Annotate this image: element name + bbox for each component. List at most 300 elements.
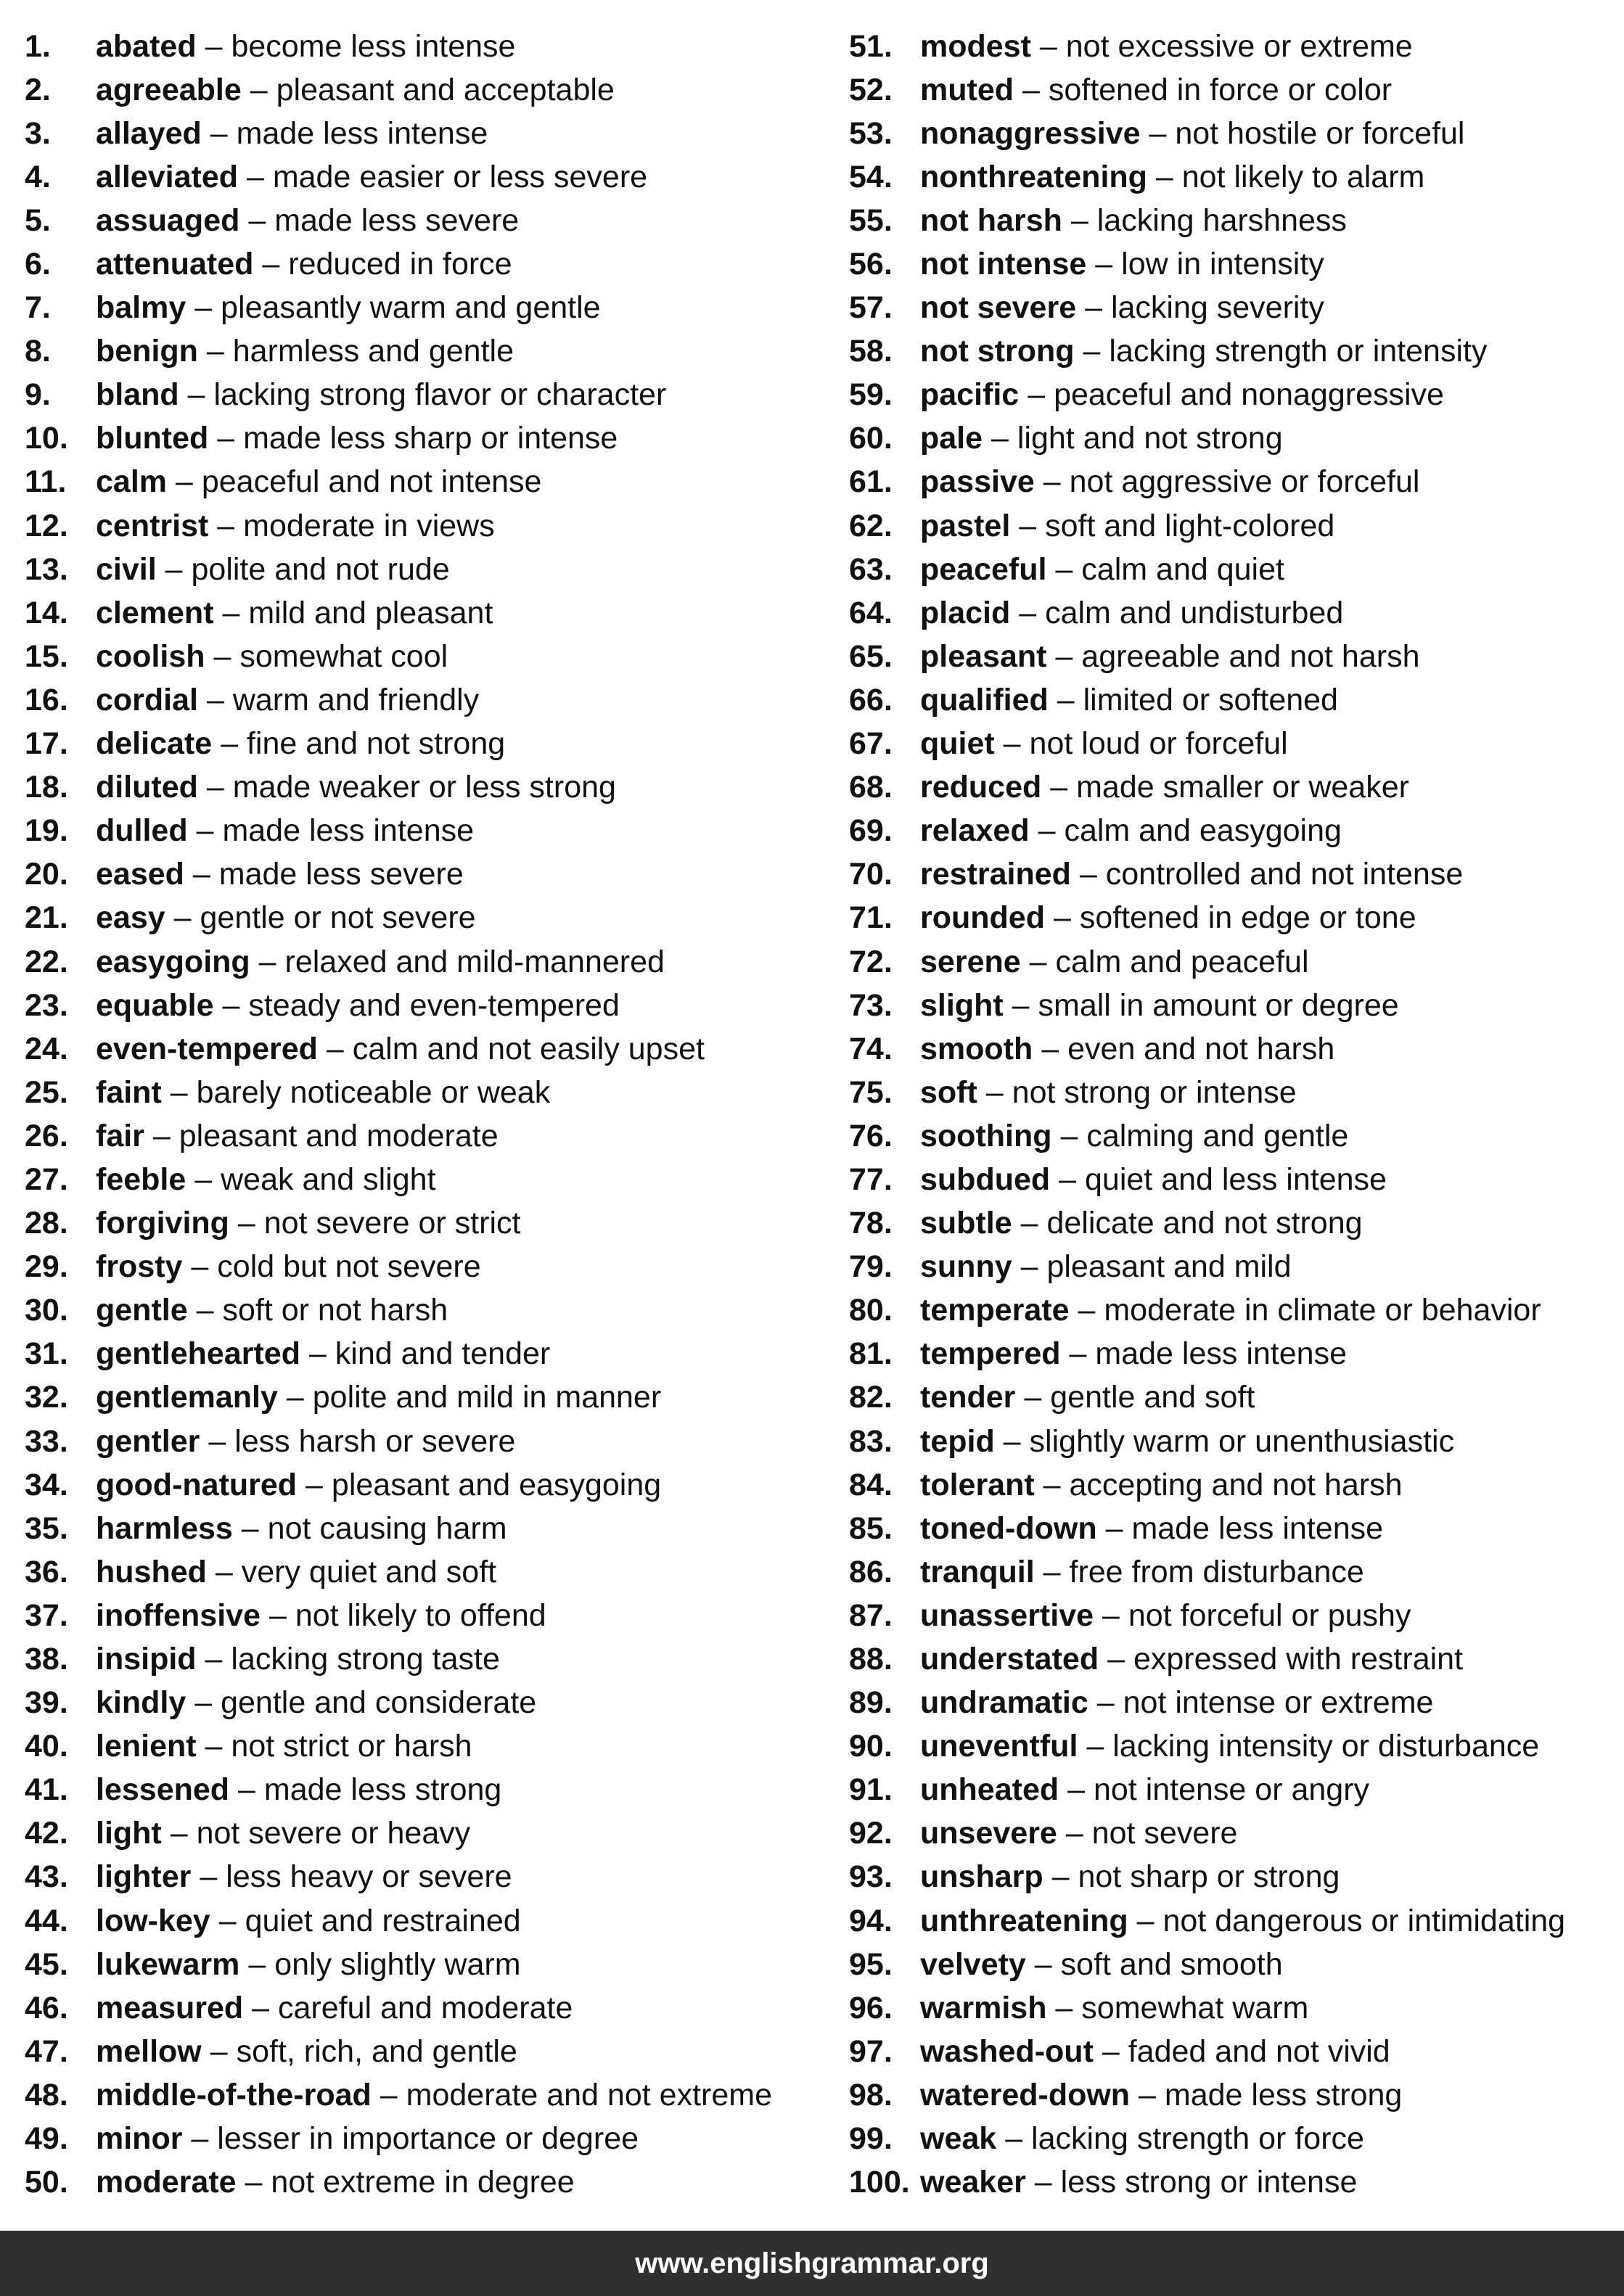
item-word: relaxed [920,813,1030,849]
item-definition: made less severe [218,857,464,892]
item-word: faint [96,1074,162,1110]
item-number: 2. [25,72,51,107]
item-number: 13. [25,551,68,587]
item-separator: – [237,1206,255,1241]
item-separator: – [326,1031,344,1066]
item-text [920,728,1288,760]
item-text [96,249,512,280]
list-item [25,1027,823,1071]
item-definition: made weaker or less strong [232,770,616,805]
item-separator: – [165,551,183,587]
item-word: agreeable [96,72,242,107]
item-word: pale [920,421,983,456]
item-definition: not dangerous or intimidating [1162,1903,1566,1938]
item-definition: gentle and considerate [221,1685,537,1721]
list-item [25,897,823,940]
item-definition: pleasant and moderate [179,1118,499,1153]
item-number: 31. [25,1336,68,1372]
list-item [849,1550,1624,1594]
item-number: 19. [25,813,68,849]
list-item [25,1943,823,1986]
list-item [849,25,1624,68]
item-text [920,1774,1369,1806]
item-text [920,1644,1463,1675]
item-separator: – [1102,2033,1120,2069]
item-text [96,682,480,717]
item-text [920,336,1487,367]
item-text [96,1338,550,1370]
item-number: 10. [25,421,68,456]
item-definition: lacking intensity or disturbance [1112,1729,1540,1764]
list-item [25,635,823,678]
item-text [96,28,516,64]
item-number: 8. [25,334,51,369]
item-separator: – [210,115,228,151]
item-definition: not aggressive or forceful [1069,464,1420,500]
item-word: unthreatening [920,1903,1128,1938]
item-word: washed-out [920,2033,1094,2069]
item-number: 65. [849,638,893,674]
footer-website-link[interactable]: www.englishgrammar.org [635,2247,989,2279]
item-separator: – [222,595,240,630]
item-definition: relaxed and mild-mannered [284,944,665,979]
item-text [920,1861,1340,1893]
item-word: kindly [96,1685,186,1721]
item-word: coolish [96,638,205,674]
list-item [849,1158,1624,1201]
list-item [849,678,1624,722]
item-number: 55. [849,202,893,238]
item-text [96,2077,772,2112]
item-number: 6. [25,247,51,282]
item-word: lighter [96,1859,192,1895]
item-text [920,1161,1387,1197]
list-item [25,1682,823,1725]
item-separator: – [196,1293,214,1328]
item-number: 71. [849,900,893,936]
item-word: not intense [920,247,1087,282]
item-definition: peaceful and not intense [201,464,542,500]
item-word: blunted [96,421,209,456]
item-text [920,902,1416,934]
item-number: 87. [849,1597,893,1633]
item-number: 92. [849,1816,893,1851]
item-number: 97. [849,2033,893,2069]
item-text [920,1554,1364,1589]
list-item [25,287,823,330]
item-text [96,1467,662,1502]
item-text [920,682,1338,717]
item-separator: – [194,1161,213,1197]
item-separator: – [1020,1249,1038,1285]
item-word: low-key [96,1903,210,1938]
item-word: not severe [920,290,1077,326]
item-separator: – [1038,813,1056,849]
item-separator: – [194,290,213,326]
item-definition: moderate in views [243,508,495,543]
item-text [920,772,1409,803]
item-text [96,2167,575,2198]
item-word: feeble [96,1161,186,1197]
item-separator: – [985,1074,1004,1110]
item-word: even-tempered [96,1031,318,1066]
list-item [25,1769,823,1812]
item-separator: – [221,726,239,762]
item-word: weaker [920,2165,1026,2200]
item-separator: – [217,421,235,456]
item-text [96,551,450,587]
item-number: 81. [849,1336,893,1372]
item-word: unheated [920,1772,1059,1808]
item-text [920,2077,1403,2112]
list-item [25,1463,823,1507]
item-number: 67. [849,726,893,762]
item-word: passive [920,464,1035,500]
item-word: tranquil [920,1554,1035,1589]
item-word: hushed [96,1554,207,1589]
list-item [849,330,1624,374]
item-word: good-natured [96,1467,298,1502]
item-number: 24. [25,1031,68,1066]
item-separator: – [215,1554,233,1589]
list-item [849,112,1624,155]
item-number: 94. [849,1903,893,1938]
item-separator: – [258,944,276,979]
item-number: 74. [849,1031,893,1066]
item-number: 99. [849,2121,893,2157]
item-definition: calming and gentle [1086,1118,1349,1153]
item-text [96,292,601,324]
item-word: understated [920,1642,1099,1677]
list-item [25,504,823,548]
item-word: unsharp [920,1859,1043,1895]
item-text [920,551,1284,587]
item-number: 26. [25,1118,68,1153]
item-separator: – [1107,1642,1125,1677]
item-text [920,159,1425,194]
list-item [849,591,1624,635]
list-item [849,504,1624,548]
item-word: equable [96,987,214,1023]
item-separator: – [1079,857,1097,892]
item-text [920,1731,1539,1762]
item-definition: quiet and less intense [1085,1161,1387,1197]
item-separator: – [252,1990,270,2025]
item-number: 100. [849,2165,910,2200]
item-separator: – [1155,159,1173,194]
item-word: benign [96,334,198,369]
item-definition: accepting and not harsh [1069,1467,1403,1502]
item-definition: low in intensity [1121,247,1324,282]
list-item [849,1594,1624,1637]
item-word: warmish [920,1990,1047,2025]
item-word: sunny [920,1249,1012,1285]
list-item [25,1725,823,1769]
item-definition: not loud or forceful [1029,726,1288,762]
item-word: measured [96,1990,244,2025]
item-separator: – [1024,1380,1042,1415]
item-word: pleasant [920,638,1047,674]
list-item [25,853,823,897]
item-definition: not severe or heavy [196,1816,471,1851]
item-definition: made less intense [222,813,475,849]
item-word: slight [920,987,1004,1023]
item-word: smooth [920,1031,1033,1066]
list-item [849,853,1624,897]
item-text [96,379,666,411]
item-separator: – [1029,944,1047,979]
item-definition: slightly warm or unenthusiastic [1029,1423,1455,1459]
item-word: alleviated [96,159,238,194]
item-number: 89. [849,1685,893,1721]
item-separator: – [170,1074,188,1110]
item-separator: – [1060,1118,1078,1153]
item-separator: – [250,72,268,107]
item-definition: gentle or not severe [200,900,476,936]
item-definition: not extreme in degree [271,2165,575,2200]
item-text [920,466,1419,498]
item-text [96,638,448,674]
item-text [96,1208,520,1239]
item-number: 85. [849,1510,893,1546]
item-word: civil [96,551,157,587]
item-number: 83. [849,1423,893,1459]
item-word: toned-down [920,1510,1097,1546]
item-text [96,1510,507,1546]
item-definition: quiet and restrained [245,1903,521,1938]
item-text [96,859,464,890]
item-definition: even and not harsh [1067,1031,1335,1066]
list-item [849,155,1624,199]
item-separator: – [1003,1423,1021,1459]
item-word: clement [96,595,214,630]
list-item [849,1725,1624,1769]
item-separator: – [206,682,224,717]
item-definition: not severe or strict [263,1206,521,1241]
list-item [849,897,1624,940]
item-text [920,2123,1364,2155]
item-number: 12. [25,508,68,543]
list-item [849,417,1624,461]
item-text [96,1644,500,1675]
item-number: 15. [25,638,68,674]
item-definition: very quiet and soft [241,1554,497,1589]
item-separator: – [1041,1031,1059,1066]
item-number: 96. [849,1990,893,2025]
item-text [96,1597,546,1633]
item-number: 48. [25,2077,68,2112]
item-definition: made less intense [1131,1510,1384,1546]
list-item [25,1899,823,1943]
item-number: 54. [849,159,893,194]
item-separator: – [308,1336,327,1372]
item-definition: light and not strong [1017,421,1283,456]
item-definition: lacking harshness [1096,202,1347,238]
item-word: easygoing [96,944,250,979]
item-text [920,423,1283,454]
item-separator: – [210,2033,228,2069]
list-item [849,1856,1624,1899]
list-item [849,2073,1624,2117]
list-item [25,112,823,155]
item-number: 22. [25,944,68,979]
item-word: eased [96,857,184,892]
item-separator: – [1020,1206,1038,1241]
item-word: not harsh [920,202,1062,238]
item-definition: moderate in climate or behavior [1104,1293,1541,1328]
item-number: 16. [25,682,68,717]
item-number: 78. [849,1206,893,1241]
item-separator: – [175,464,193,500]
item-definition: made smaller or weaker [1076,770,1409,805]
list-item [849,635,1624,678]
list-item [849,1114,1624,1158]
item-definition: pleasant and acceptable [276,72,615,107]
item-number: 25. [25,1074,68,1110]
item-number: 27. [25,1161,68,1197]
item-definition: not likely to alarm [1181,159,1425,194]
item-separator: – [1051,1859,1070,1895]
item-number: 37. [25,1597,68,1633]
item-definition: pleasantly warm and gentle [221,290,601,326]
item-definition: lacking strength or force [1031,2121,1364,2157]
item-definition: soft or not harsh [222,1293,448,1328]
item-separator: – [1086,1729,1104,1764]
item-text [920,1251,1292,1283]
item-definition: become less intense [231,28,516,64]
item-word: placid [920,595,1011,630]
item-number: 63. [849,551,893,587]
item-separator: – [1039,28,1057,64]
item-definition: somewhat cool [239,638,448,674]
item-number: 11. [25,464,67,500]
list-item [849,1899,1624,1943]
item-number: 43. [25,1859,68,1895]
item-separator: – [152,1118,171,1153]
item-separator: – [1028,377,1046,413]
list-item [25,25,823,68]
item-text [920,28,1413,64]
item-number: 40. [25,1729,68,1764]
item-number: 77. [849,1161,893,1197]
item-definition: lacking strong flavor or character [213,377,667,413]
item-text [920,1074,1297,1110]
item-text [96,815,474,847]
item-word: inoffensive [96,1597,261,1633]
item-text [96,1818,470,1849]
item-definition: not hostile or forceful [1175,115,1465,151]
item-number: 36. [25,1554,68,1589]
item-definition: calm and peaceful [1055,944,1309,979]
item-separator: – [286,1380,304,1415]
item-definition: less heavy or severe [226,1859,512,1895]
item-word: centrist [96,508,209,543]
list-item [25,810,823,853]
item-number: 45. [25,1946,68,1982]
item-word: muted [920,72,1014,107]
item-definition: made less intense [236,115,488,151]
item-number: 32. [25,1380,68,1415]
item-definition: made easier or less severe [272,159,648,194]
list-item [25,1114,823,1158]
item-definition: somewhat warm [1081,1990,1309,2025]
item-word: assuaged [96,202,240,238]
list-item [849,1812,1624,1856]
item-text [96,1861,512,1893]
item-word: uneventful [920,1729,1078,1764]
item-number: 14. [25,595,68,630]
item-word: modest [920,28,1031,64]
item-definition: cold but not severe [217,1249,481,1285]
list-item [25,1420,823,1463]
item-definition: pleasant and mild [1046,1249,1292,1285]
item-word: velvety [920,1946,1026,1982]
list-item [849,940,1624,984]
item-definition: mild and pleasant [248,595,493,630]
item-text [96,1903,521,1938]
item-number: 1. [25,28,51,64]
item-number: 49. [25,2121,68,2157]
item-definition: softened in force or color [1048,72,1393,107]
item-separator: – [1057,682,1075,717]
item-separator: – [1053,900,1071,936]
item-definition: made less strong [263,1772,502,1808]
item-definition: free from disturbance [1069,1554,1364,1589]
item-word: minor [96,2121,183,2157]
item-text [96,423,618,454]
item-number: 52. [849,72,893,107]
item-definition: soft, rich, and gentle [236,2033,517,2069]
list-item [849,2161,1624,2205]
item-separator: – [1065,1816,1083,1851]
item-text [920,1510,1384,1546]
item-definition: agreeable and not harsh [1081,638,1420,674]
item-word: middle-of-the-road [96,2077,372,2112]
item-separator: – [1102,1597,1120,1633]
item-separator: – [1096,1685,1115,1721]
item-word: lukewarm [96,1946,240,1982]
item-separator: – [305,1467,323,1502]
item-word: rounded [920,900,1045,936]
item-definition: reduced in force [288,247,512,282]
item-separator: – [222,987,240,1023]
item-word: attenuated [96,247,254,282]
item-definition: not causing harm [267,1510,507,1546]
list-item [25,678,823,722]
list-item [849,1289,1624,1333]
item-text [96,1774,501,1806]
item-text [96,1382,661,1413]
item-number: 20. [25,857,68,892]
item-word: gentlemanly [96,1380,278,1415]
item-definition: fine and not strong [246,726,506,762]
item-text [920,1597,1411,1633]
item-word: temperate [920,1293,1070,1328]
item-separator: – [245,2165,263,2200]
item-definition: weak and slight [221,1161,436,1197]
list-item [25,1986,823,2030]
item-text [920,249,1324,280]
item-separator: – [1095,247,1113,282]
list-item [849,1463,1624,1507]
item-separator: – [991,421,1009,456]
item-text [920,292,1324,324]
item-word: tempered [920,1336,1061,1372]
item-number: 80. [849,1293,893,1328]
item-number: 60. [849,421,893,456]
item-separator: – [191,2121,209,2157]
item-definition: not excessive or extreme [1065,28,1413,64]
